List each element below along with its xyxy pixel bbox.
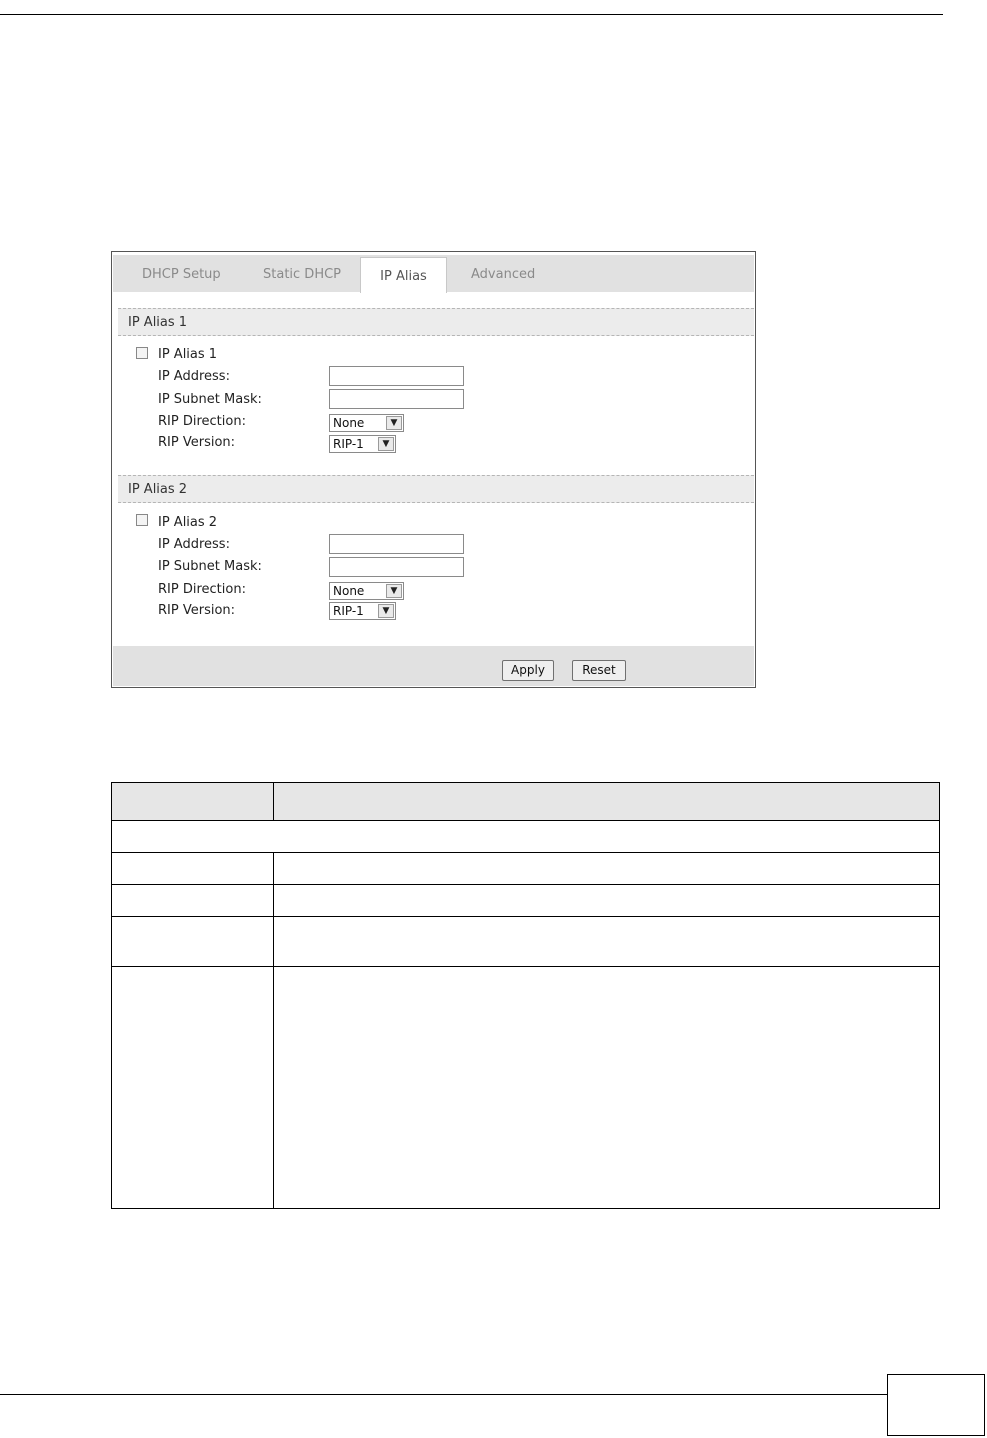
rip-direction-2-value: None xyxy=(333,584,365,598)
page-number-box xyxy=(887,1374,985,1436)
table-cell xyxy=(273,917,939,967)
tab-static-dhcp[interactable]: Static DHCP xyxy=(263,267,342,282)
ip-alias-2-checkbox[interactable] xyxy=(136,514,148,526)
rip-version-2-select[interactable] xyxy=(329,602,396,620)
ip-address-label: IP Address: xyxy=(158,537,230,552)
apply-button[interactable]: Apply xyxy=(502,660,554,681)
chevron-down-icon: ▼ xyxy=(386,416,402,430)
tab-ip-alias[interactable]: IP Alias xyxy=(360,257,447,293)
table-cell xyxy=(273,885,939,917)
section-header-ip-alias-2: IP Alias 2 xyxy=(118,475,754,503)
rip-version-label: RIP Version: xyxy=(158,435,236,450)
subnet-mask-label: IP Subnet Mask: xyxy=(158,559,262,574)
header-rule xyxy=(0,14,943,15)
rip-direction-label: RIP Direction: xyxy=(158,414,246,429)
ip-address-2-input[interactable] xyxy=(329,534,464,554)
ip-address-1-input[interactable] xyxy=(329,366,464,386)
table-row xyxy=(112,885,940,917)
tab-dhcp-setup[interactable]: DHCP Setup xyxy=(142,267,221,282)
table-cell xyxy=(112,917,274,967)
chevron-down-icon: ▼ xyxy=(378,604,394,618)
table-header-row xyxy=(112,783,940,821)
rip-direction-1-value: None xyxy=(333,416,365,430)
table-row xyxy=(112,853,940,885)
table-section-row xyxy=(112,821,940,853)
ip-alias-1-checkbox-label: IP Alias 1 xyxy=(158,347,218,362)
table-row xyxy=(112,967,940,1209)
rip-direction-2-select[interactable] xyxy=(329,582,404,600)
section-header-ip-alias-1: IP Alias 1 xyxy=(118,308,754,336)
rip-version-1-select[interactable] xyxy=(329,435,396,453)
table-cell xyxy=(273,853,939,885)
rip-version-2-value: RIP-1 xyxy=(333,604,364,618)
button-bar xyxy=(113,646,754,686)
ip-alias-2-checkbox-label: IP Alias 2 xyxy=(158,515,218,530)
subnet-mask-2-input[interactable] xyxy=(329,557,464,577)
chevron-down-icon: ▼ xyxy=(386,584,402,598)
tab-bar xyxy=(113,255,754,292)
subnet-mask-1-input[interactable] xyxy=(329,389,464,409)
table-row xyxy=(112,917,940,967)
ip-alias-screenshot xyxy=(111,251,756,688)
rip-direction-1-select[interactable] xyxy=(329,414,404,432)
table-header-cell xyxy=(273,783,939,821)
table-cell xyxy=(112,967,274,1209)
table-header-cell xyxy=(112,783,274,821)
tab-advanced[interactable]: Advanced xyxy=(471,267,536,282)
table-cell xyxy=(112,821,940,853)
subnet-mask-label: IP Subnet Mask: xyxy=(158,392,262,407)
reset-button[interactable]: Reset xyxy=(572,660,626,681)
field-description-table xyxy=(111,782,940,1209)
chevron-down-icon: ▼ xyxy=(378,437,394,451)
table-cell xyxy=(112,885,274,917)
ip-address-label: IP Address: xyxy=(158,369,230,384)
rip-direction-label: RIP Direction: xyxy=(158,582,246,597)
footer-rule xyxy=(0,1394,889,1395)
rip-version-1-value: RIP-1 xyxy=(333,437,364,451)
rip-version-label: RIP Version: xyxy=(158,603,236,618)
table-cell xyxy=(112,853,274,885)
ip-alias-1-checkbox[interactable] xyxy=(136,347,148,359)
table-cell xyxy=(273,967,939,1209)
